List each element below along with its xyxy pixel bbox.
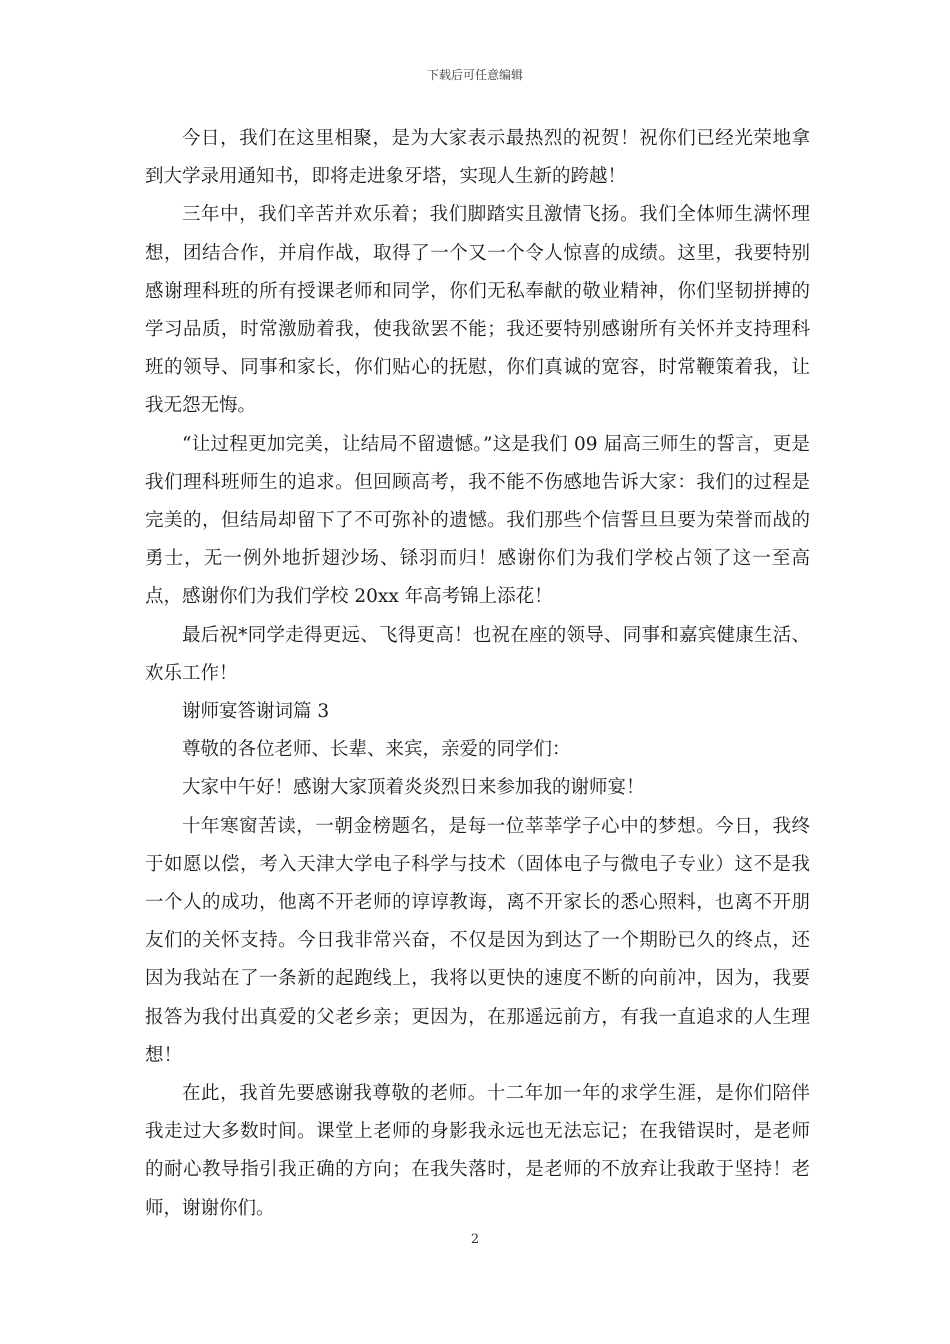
paragraph-greeting: 大家中午好！感谢大家顶着炎炎烈日来参加我的谢师宴！	[182, 777, 645, 799]
paragraph-final-wishes: 最后祝*同学走得更远、飞得更高！也祝在座的领导、同事和嘉宾健康生活、欢乐工作！	[145, 624, 810, 684]
paragraph-motto: “让过程更加完美，让结局不留遗憾。”这是我们 09 届高三师生的誓言，更是我们理科班师生的追求。但回顾高考，我不能不伤感地告诉大家：我们的过程是完美的，但结局却留下了不可弥补的遗憾。我们那些个信誓旦旦要为荣誉而战的勇士，无一例外地折翅沙场、铩羽而归！感谢你们为我们学校占领了这一至高点，感谢你们为我们学校 20xx 年高考锦上添花！	[145, 433, 810, 608]
section-heading: 谢师宴答谢词篇 3	[182, 701, 330, 723]
paragraph-three-years: 三年中，我们辛苦并欢乐着；我们脚踏实且激情飞扬。我们全体师生满怀理想，团结合作，并肩作战，取得了一个又一个令人惊喜的成绩。这里，我要特别感谢理科班的所有授课老师和同学，你们无私奉献的敬业精神，你们坚韧拼搏的学习品质，时常激励着我，使我欲罢不能；我还要特别感谢所有关怀并支持理科班的领导、同事和家长，你们贴心的抚慰，你们真诚的宽容，时常鞭策着我，让我无怨无悔。	[145, 204, 810, 417]
page-number: 2	[470, 1232, 480, 1247]
document-body	[145, 120, 810, 1228]
paragraph-congratulations: 今日，我们在这里相聚，是为大家表示最热烈的祝贺！祝你们已经光荣地拿到大学录用通知书，即将走进象牙塔，实现人生新的跨越！	[145, 128, 810, 188]
paragraph-thanks-teachers: 在此，我首先要感谢我尊敬的老师。十二年加一年的求学生涯，是你们陪伴我走过大多数时间。课堂上老师的身影我永远也无法忘记；在我错误时，是老师的耐心教导指引我正确的方向；在我失落时，是老师的不放弃让我敢于坚持！老师，谢谢你们。	[145, 1083, 810, 1219]
paragraph-ten-years: 十年寒窗苦读，一朝金榜题名，是每一位莘莘学子心中的梦想。今日，我终于如愿以偿，考入天津大学电子科学与技术（固体电子与微电子专业）这不是我一个人的成功，他离不开老师的谆谆教诲，离不开家长的悉心照料，也离不开朋友们的关怀支持。今日我非常兴奋，不仅是因为到达了一个期盼已久的终点，还因为我站在了一条新的起跑线上，我将以更快的速度不断的向前冲，因为，我要报答为我付出真爱的父老乡亲；更因为，在那遥远前方，有我一直追求的人生理想！	[145, 815, 810, 1066]
paragraph-salutation: 尊敬的各位老师、长辈、来宾，亲爱的同学们：	[182, 739, 571, 761]
page-header: 下载后可任意编辑	[426, 68, 523, 82]
